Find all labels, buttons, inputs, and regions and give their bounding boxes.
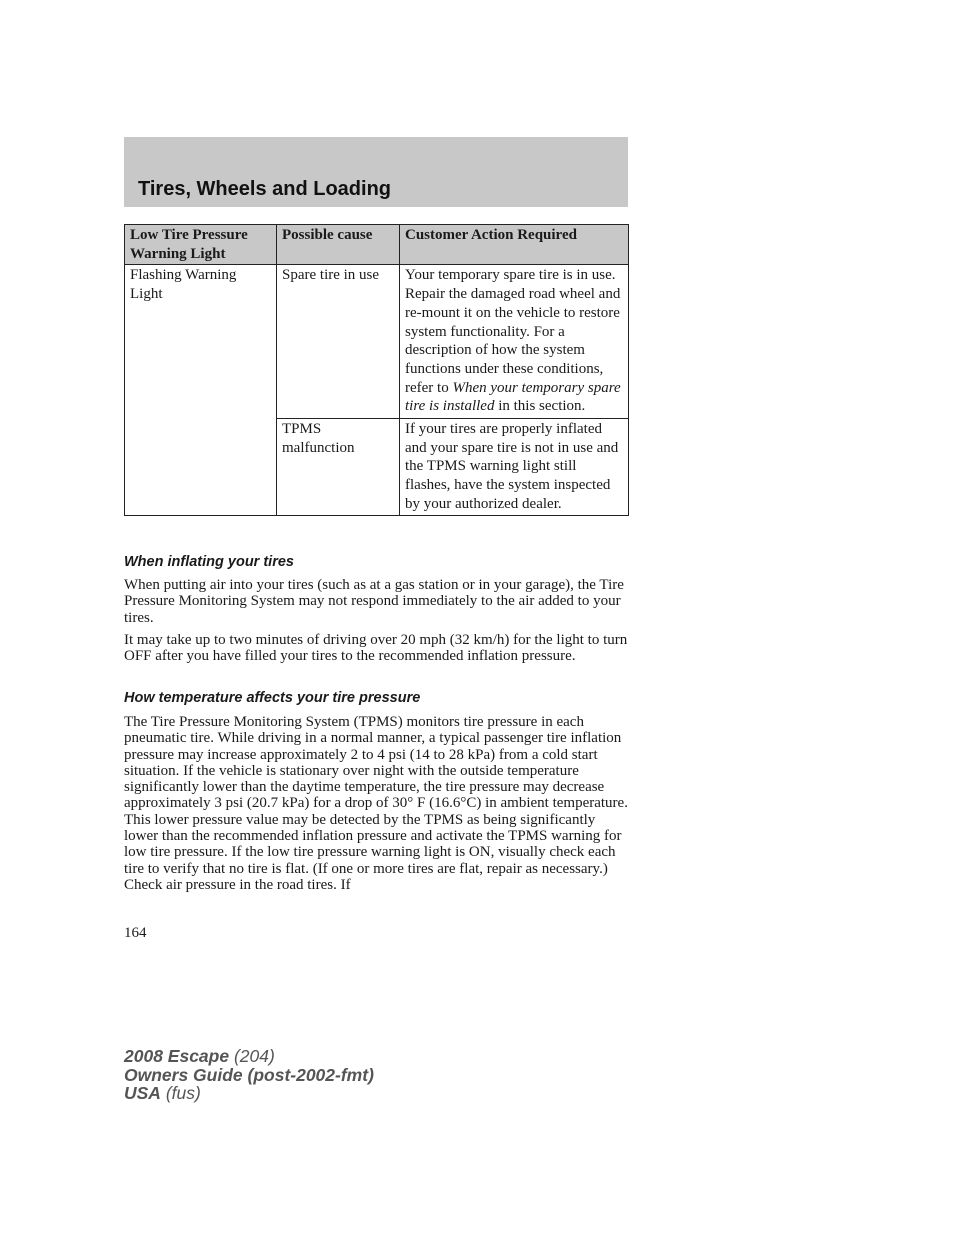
table-row bbox=[125, 265, 629, 419]
page-number: 164 bbox=[124, 925, 147, 941]
paragraph: When putting air into your tires (such as at a gas station or in your garage), the Tire Pressure Monitoring System may not respond immediately to the air added to your tires. bbox=[124, 577, 624, 626]
document-footer bbox=[124, 1047, 374, 1103]
action-text-tail: in this section. bbox=[498, 398, 586, 415]
warning-light-state: Flashing Warning Light bbox=[125, 265, 277, 515]
temperature-body bbox=[124, 714, 630, 893]
footer-market-line bbox=[124, 1084, 374, 1103]
cause-cell: Spare tire in use bbox=[277, 265, 400, 419]
footer-model-code: (204) bbox=[233, 1046, 275, 1066]
header-warning-light: Low Tire Pressure Warning Light bbox=[125, 225, 277, 265]
header-customer-action: Customer Action Required bbox=[400, 225, 629, 265]
subheading-temperature: How temperature affects your tire pressure bbox=[124, 690, 421, 706]
action-text: Your temporary spare tire is in use. Repair the damaged road wheel and re-mount it on the vehicle to restore system functionality. For a description of how the system functions under these conditions, refer to bbox=[405, 267, 621, 396]
header-possible-cause: Possible cause bbox=[277, 225, 400, 265]
footer-guide-line bbox=[124, 1066, 374, 1085]
section-title: Tires, Wheels and Loading bbox=[138, 178, 392, 200]
cause-cell: TPMS malfunction bbox=[277, 419, 400, 516]
paragraph: The Tire Pressure Monitoring System (TPMS) monitors tire pressure in each pneumatic tire. While driving in a normal manner, a typical passenger tire inflation pressure may increase approximately 2 to 4 psi (14 to 28 kPa) from a cold start situation. If the vehicle is stationary over night with the outside temperature significantly lower than the daytime temperature, the tire pressure may decrease approximately 3 psi (20.7 kPa) for a drop of 30° F (16.6°C) in ambient temperature. This lower pressure value may be detected by the TPMS as being significantly lower than the recommended inflation pressure and activate the TPMS warning for low tire pressure. If the low tire pressure warning light is ON, visually check each tire to verify that no tire is flat. (If one or more tires are flat, repair as necessary.) Check air pressure in the road tires. If bbox=[124, 714, 628, 893]
subheading-inflating: When inflating your tires bbox=[124, 554, 294, 570]
action-cell bbox=[400, 265, 629, 419]
paragraph: It may take up to two minutes of driving over 20 mph (32 km/h) for the light to turn OFF after you have filled your tires to the recommended inflation pressure. bbox=[124, 631, 628, 665]
action-cell: If your tires are properly inflated and your spare tire is not in use and the TPMS warning light still flashes, have the system inspected by your authorized dealer. bbox=[400, 419, 629, 516]
tpms-warning-table bbox=[124, 224, 629, 516]
footer-model: 2008 Escape bbox=[124, 1046, 230, 1066]
footer-model-line bbox=[124, 1047, 374, 1066]
footer-guide: Owners Guide (post-2002-fmt) bbox=[124, 1064, 374, 1085]
inflating-body bbox=[124, 577, 630, 664]
section-header-band bbox=[124, 137, 628, 207]
cross-reference: When your temporary spare tire is installed bbox=[405, 379, 621, 415]
footer-market: USA bbox=[124, 1083, 161, 1103]
footer-market-code: (fus) bbox=[165, 1083, 201, 1103]
table-header-row bbox=[125, 225, 629, 265]
